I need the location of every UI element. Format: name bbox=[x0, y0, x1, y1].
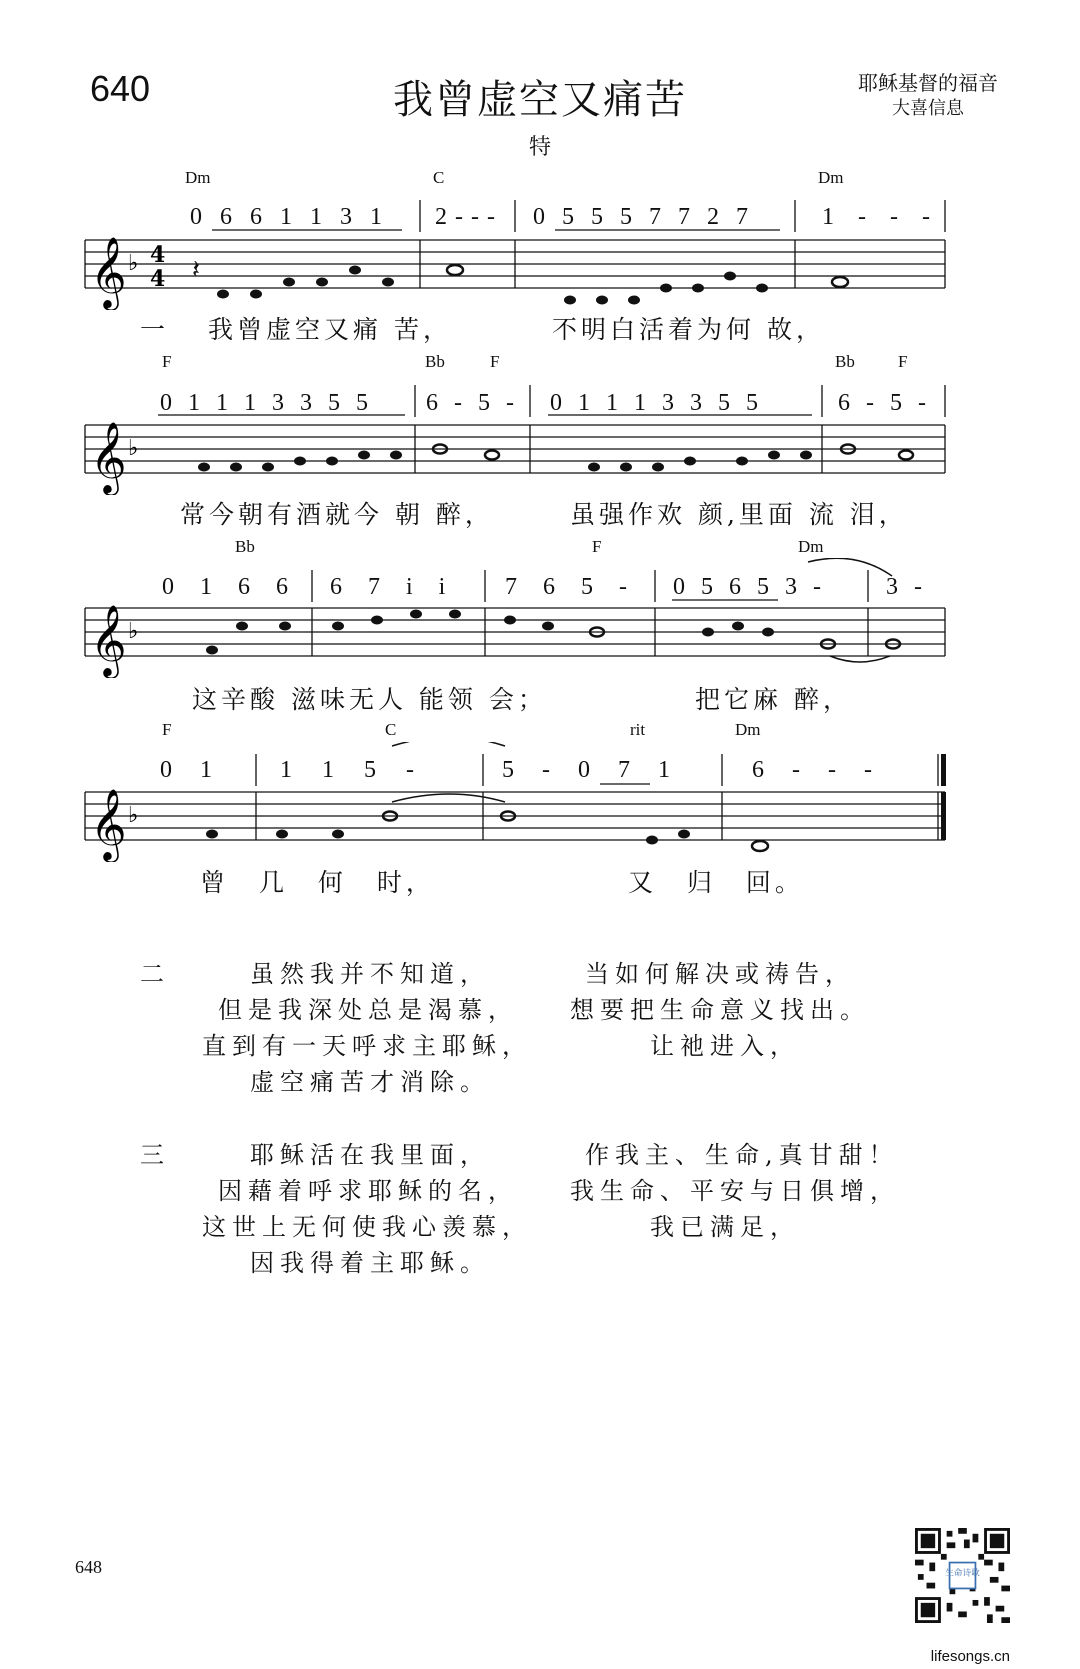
chord: Dm bbox=[798, 537, 824, 556]
verse-line: 当如何解决或祷告， bbox=[585, 960, 855, 988]
qr-logo-text: 生命诗歌 bbox=[945, 1568, 980, 1579]
jianpu-measure: 0 1 6 6 bbox=[162, 574, 288, 600]
verse-line: 这世上无何使我心羡慕， bbox=[202, 1213, 532, 1241]
chord: Dm bbox=[185, 168, 211, 187]
svg-text:♭: ♭ bbox=[128, 803, 139, 828]
verse-line: 虽然我并不知道， bbox=[250, 960, 490, 988]
jianpu-measure: 0 1 1 1 3 3 5 5 bbox=[160, 390, 368, 416]
lyric-line: 曾 几 何 时， bbox=[200, 868, 435, 897]
verse-line: 因我得着主耶稣。 bbox=[250, 1249, 490, 1277]
lyric-line: 虽强作欢 颜,里面 流 泪， bbox=[570, 500, 908, 529]
lyric-line: 把它麻 醉， bbox=[695, 685, 852, 714]
song-subtitle: 特 bbox=[528, 135, 551, 160]
staff-system-4 bbox=[0, 742, 1080, 862]
jianpu-measure: 0 6 6 1 1 3 1 bbox=[190, 204, 382, 230]
jianpu-measure: 5 - 0 7 1 bbox=[502, 757, 670, 783]
svg-text:𝄞: 𝄞 bbox=[90, 420, 127, 493]
verse-line: 作我主、生命,真甘甜！ bbox=[585, 1141, 899, 1169]
page-title: 我曾虚空又痛苦 bbox=[393, 77, 687, 123]
hymn-number: 640 bbox=[90, 68, 151, 109]
svg-text:♭: ♭ bbox=[128, 251, 139, 276]
verse-line: 因藉着呼求耶稣的名， bbox=[218, 1177, 518, 1205]
lyric-line: 常今朝有酒就今 朝 醉， bbox=[180, 500, 494, 529]
svg-text:4: 4 bbox=[150, 242, 166, 268]
jianpu-measure: 6 - - - bbox=[752, 757, 872, 783]
jianpu-measure: 1 - - - bbox=[822, 204, 930, 230]
chord: Dm bbox=[818, 168, 844, 187]
series-title-text: 耶稣基督的福音 bbox=[858, 71, 998, 95]
chord: F bbox=[898, 352, 908, 371]
verse-label: 三 bbox=[140, 1141, 170, 1169]
verse-label: 二 bbox=[140, 960, 170, 988]
verse-line: 但是我深处总是渴慕， bbox=[218, 996, 518, 1024]
tempo-marking: rit bbox=[630, 720, 646, 739]
lyric-line: 不明白活着为何 故， bbox=[552, 315, 825, 344]
final-barline bbox=[941, 792, 946, 840]
jianpu-measure: 6 - 5 - bbox=[426, 390, 514, 416]
final-barline-jianpu bbox=[941, 754, 946, 786]
jianpu-measure: 6 - 5 - bbox=[838, 390, 926, 416]
chord: F bbox=[490, 352, 500, 371]
jianpu-measure: 0 1 bbox=[160, 757, 212, 783]
series-subtitle: 大喜信息 bbox=[892, 98, 964, 119]
jianpu-measure: 0 5 5 5 7 7 2 7 bbox=[533, 204, 748, 230]
page-number: 648 bbox=[75, 1557, 102, 1577]
verse-line: 我生命、平安与日俱增， bbox=[570, 1177, 900, 1205]
svg-text:𝄞: 𝄞 bbox=[90, 787, 127, 860]
chord: C bbox=[433, 168, 445, 187]
verse-line: 耶稣活在我里面， bbox=[250, 1141, 490, 1169]
staff-system-2 bbox=[0, 375, 1080, 495]
verse-line: 想要把生命意义找出。 bbox=[570, 996, 870, 1024]
website-url: lifesongs.cn bbox=[930, 1648, 1010, 1665]
staff-system-1 bbox=[0, 190, 1080, 310]
series-title bbox=[858, 70, 998, 122]
verse-line: 虚空痛苦才消除。 bbox=[250, 1068, 490, 1096]
jianpu-measure: 6 7 i i bbox=[330, 574, 446, 600]
chord: Dm bbox=[735, 720, 761, 739]
jianpu-measure: 7 6 5 - bbox=[505, 574, 627, 600]
verse-line: 直到有一天呼求主耶稣， bbox=[202, 1032, 532, 1060]
svg-text:♭: ♭ bbox=[128, 436, 139, 461]
svg-text:♭: ♭ bbox=[128, 619, 139, 644]
svg-text:𝄽: 𝄽 bbox=[192, 255, 200, 285]
lyric-line: 这辛酸 滋味无人 能领 会； bbox=[192, 685, 547, 714]
jianpu-measure: 2 - - - bbox=[435, 204, 495, 230]
chord: F bbox=[162, 352, 172, 371]
jianpu-measure: 0 5 6 5 3 - bbox=[673, 574, 821, 600]
verse-line: 我已满足， bbox=[650, 1213, 800, 1241]
lyric-line: 又 归 回。 bbox=[628, 868, 804, 897]
chord: Bb bbox=[235, 537, 255, 556]
svg-text:𝄞: 𝄞 bbox=[90, 235, 127, 308]
chord: C bbox=[385, 720, 397, 739]
lyric-line: 我曾虚空又痛 苦， bbox=[208, 315, 452, 344]
qr-code-icon bbox=[915, 1528, 1010, 1623]
svg-text:4: 4 bbox=[150, 266, 166, 292]
verse-line: 让祂进入， bbox=[650, 1032, 800, 1060]
chord: F bbox=[592, 537, 602, 556]
jianpu-measure: 3 - bbox=[886, 574, 922, 600]
chord: Bb bbox=[425, 352, 445, 371]
staff-system-3 bbox=[0, 558, 1080, 678]
chord: Bb bbox=[835, 352, 855, 371]
chord: F bbox=[162, 720, 172, 739]
svg-text:𝄞: 𝄞 bbox=[90, 603, 127, 676]
jianpu-measure: 0 1 1 1 3 3 5 5 bbox=[550, 390, 758, 416]
lyric-line: 一 bbox=[140, 315, 170, 344]
jianpu-measure: 1 1 5 - bbox=[280, 757, 414, 783]
